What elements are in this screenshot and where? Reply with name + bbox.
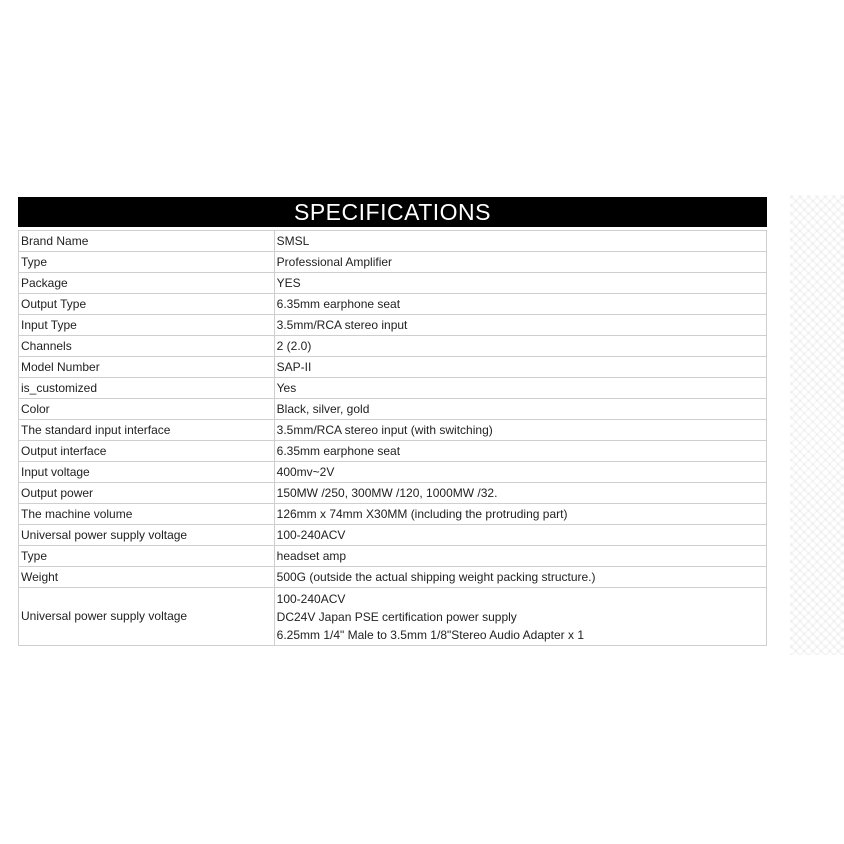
spec-key: Output interface: [19, 441, 275, 462]
spec-key: Universal power supply voltage: [19, 525, 275, 546]
spec-value-multiline: [274, 588, 766, 646]
table-row: [19, 483, 767, 504]
spec-value-line: DC24V Japan PSE certification power supply: [276, 609, 517, 624]
spec-key: Input voltage: [19, 462, 275, 483]
table-row: [19, 294, 767, 315]
spec-key: Output power: [19, 483, 275, 504]
spec-value: Yes: [274, 378, 766, 399]
table-row: [19, 231, 767, 252]
table-row: [19, 252, 767, 273]
spec-key: is_customized: [19, 378, 275, 399]
table-row: [19, 441, 767, 462]
spec-value: 3.5mm/RCA stereo input (with switching): [274, 420, 766, 441]
table-row: [19, 546, 767, 567]
spec-value: YES: [274, 273, 766, 294]
table-row: [19, 357, 767, 378]
spec-key: Output Type: [19, 294, 275, 315]
spec-value: 500G (outside the actual shipping weight packing structure.): [274, 567, 766, 588]
table-row: [19, 378, 767, 399]
spec-value: 100-240ACV: [274, 525, 766, 546]
spec-value: 150MW /250, 300MW /120, 1000MW /32.: [274, 483, 766, 504]
spec-key: Color: [19, 399, 275, 420]
spec-key: Channels: [19, 336, 275, 357]
spec-value: Professional Amplifier: [274, 252, 766, 273]
spec-key: The machine volume: [19, 504, 275, 525]
table-row: [19, 315, 767, 336]
table-row: [19, 420, 767, 441]
table-row: [19, 588, 767, 646]
spec-value: 3.5mm/RCA stereo input: [274, 315, 766, 336]
specifications-table: [18, 230, 767, 646]
table-row: [19, 525, 767, 546]
spec-key: Weight: [19, 567, 275, 588]
spec-key: Universal power supply voltage: [19, 588, 275, 646]
table-row: [19, 504, 767, 525]
spec-value: Black, silver, gold: [274, 399, 766, 420]
spec-value: 126mm x 74mm X30MM (including the protruding part): [274, 504, 766, 525]
spec-value: SAP-II: [274, 357, 766, 378]
spec-value: 400mv~2V: [274, 462, 766, 483]
specifications-header: SPECIFICATIONS: [18, 197, 767, 227]
table-row: [19, 399, 767, 420]
background-texture: [790, 195, 844, 655]
spec-key: Package: [19, 273, 275, 294]
table-row: [19, 462, 767, 483]
spec-key: Type: [19, 546, 275, 567]
table-row: [19, 336, 767, 357]
spec-value: headset amp: [274, 546, 766, 567]
spec-value: 6.35mm earphone seat: [274, 294, 766, 315]
spec-value: 6.35mm earphone seat: [274, 441, 766, 462]
spec-value: SMSL: [274, 231, 766, 252]
spec-value: 2 (2.0): [274, 336, 766, 357]
spec-value-line: 100-240ACV: [276, 591, 346, 606]
table-row: [19, 567, 767, 588]
spec-key: Brand Name: [19, 231, 275, 252]
spec-value-line: 6.25mm 1/4" Male to 3.5mm 1/8"Stereo Audio Adapter x 1: [276, 627, 585, 642]
spec-key: Model Number: [19, 357, 275, 378]
table-row: [19, 273, 767, 294]
spec-key: Type: [19, 252, 275, 273]
spec-key: Input Type: [19, 315, 275, 336]
spec-key: The standard input interface: [19, 420, 275, 441]
